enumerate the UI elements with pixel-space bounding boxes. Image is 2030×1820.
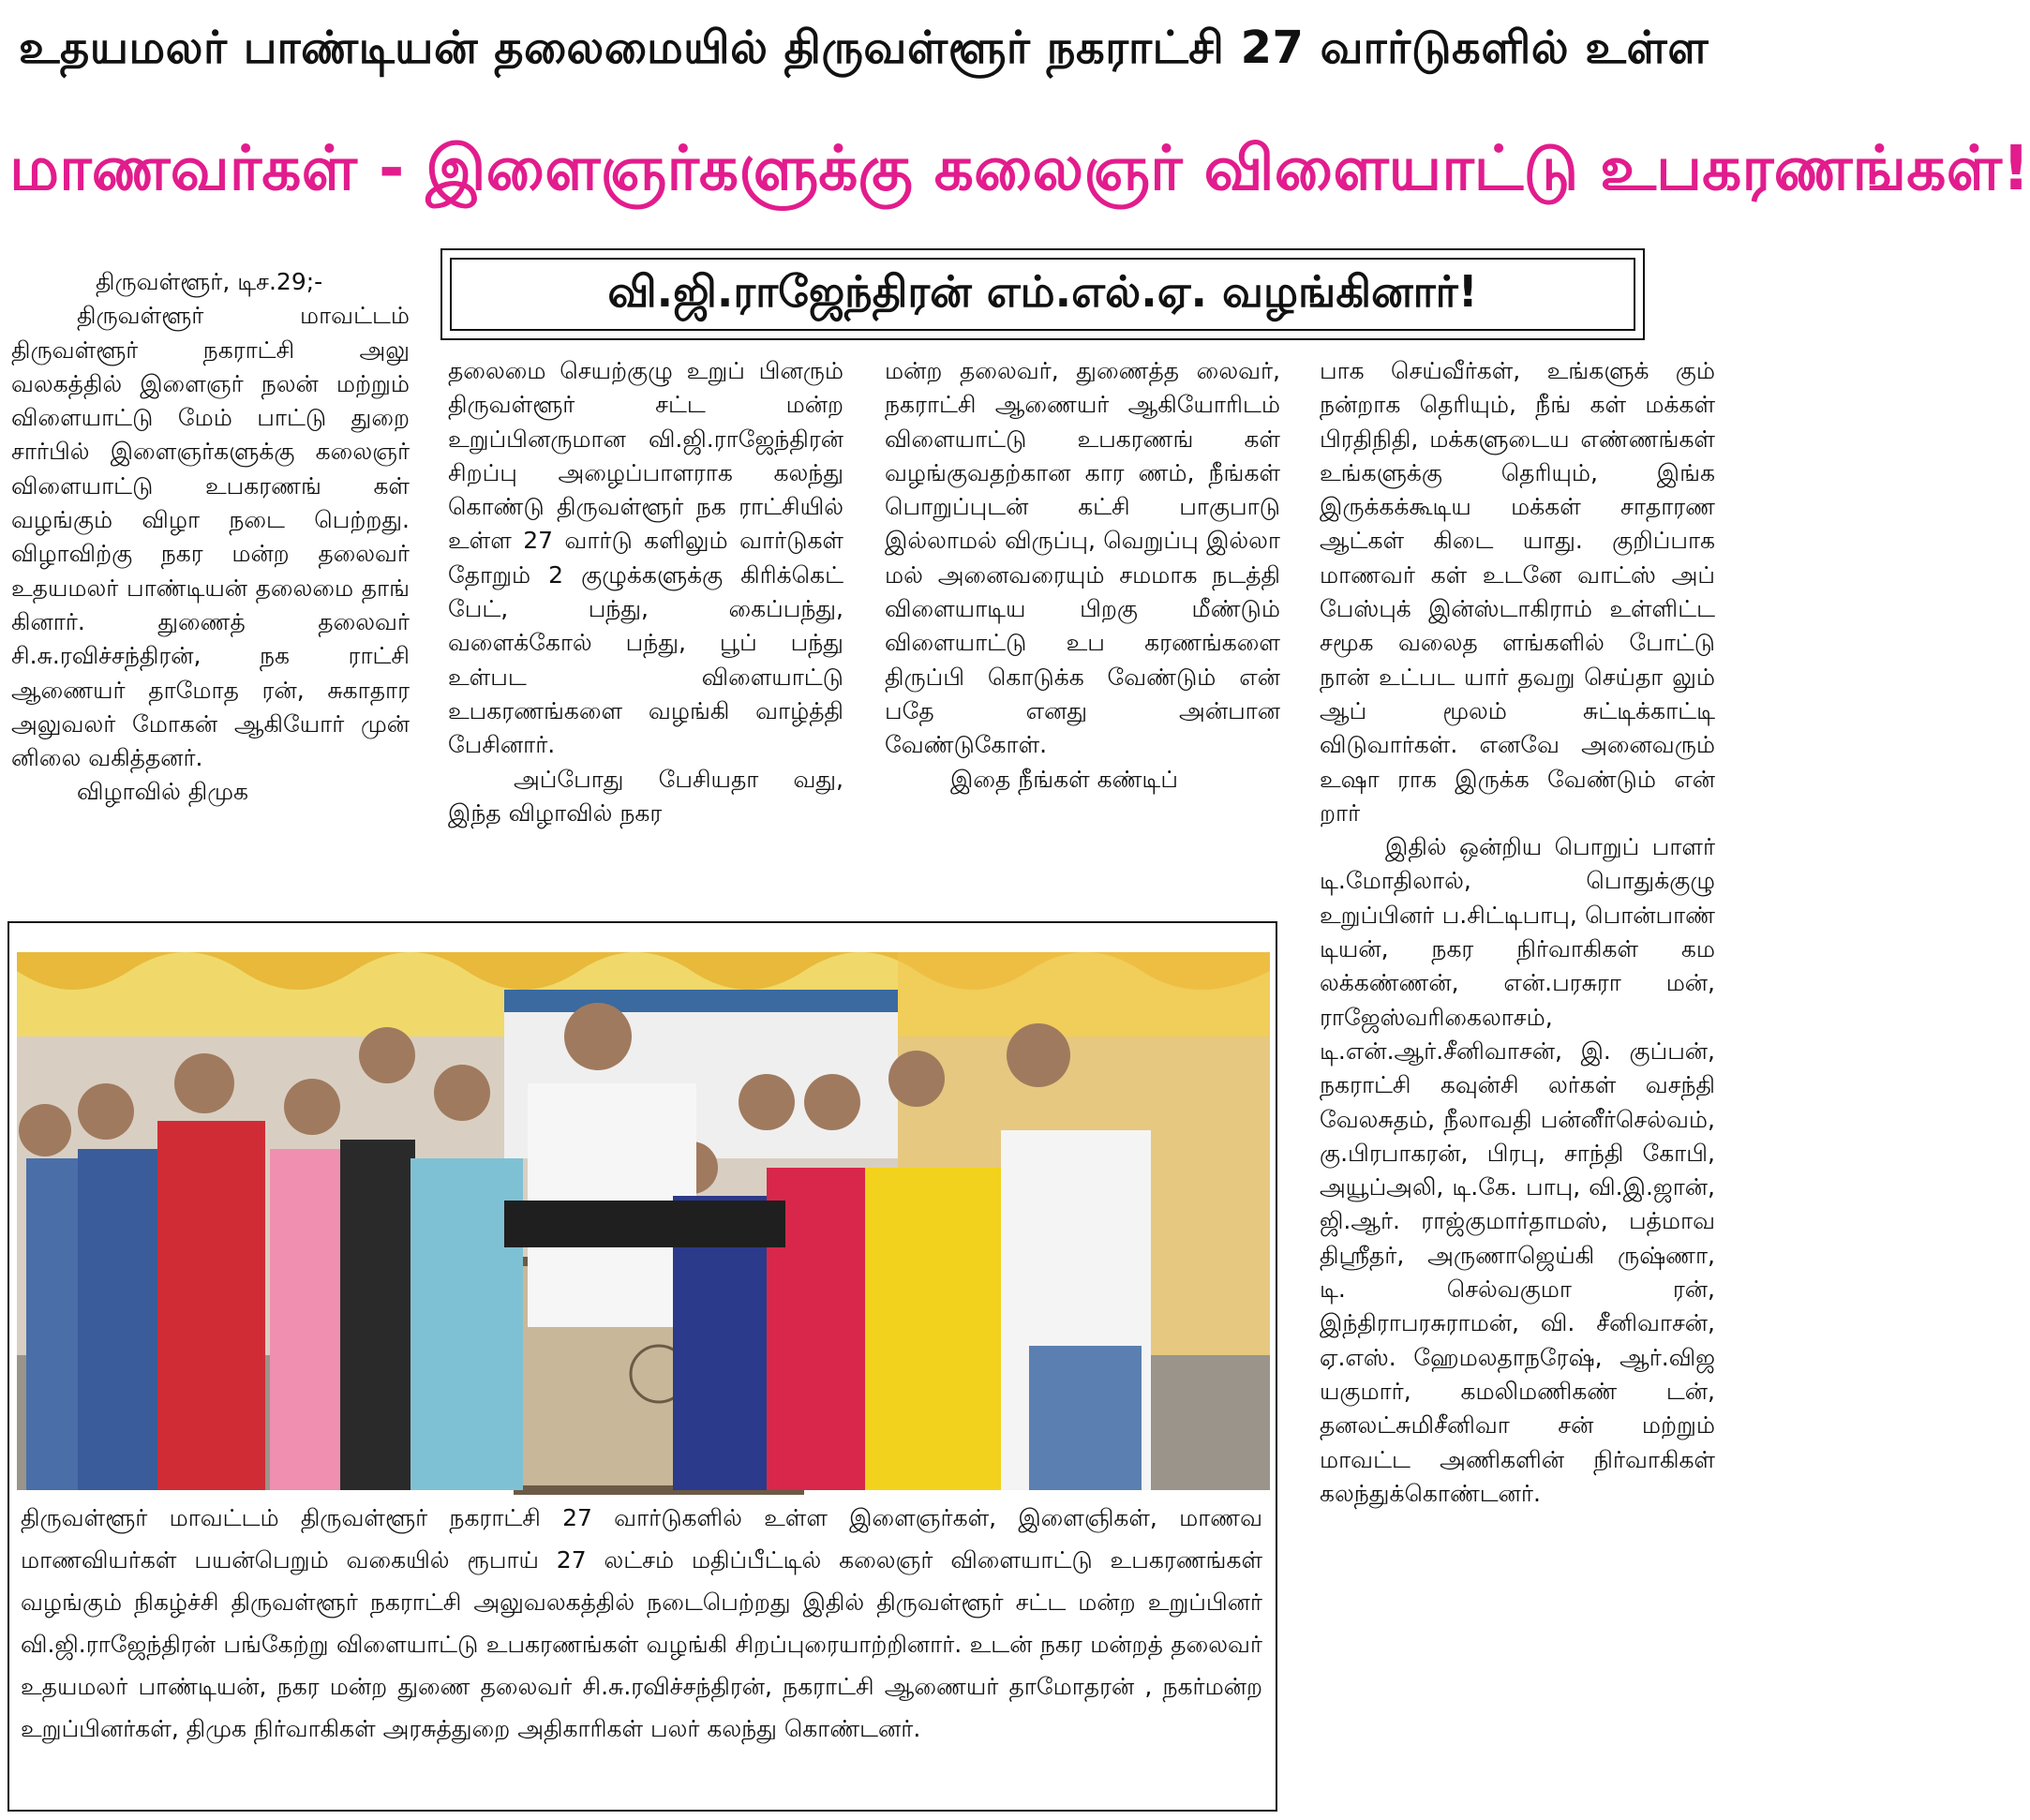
headline-top: உதயமலர் பாண்டியன் தலைமையில் திருவள்ளூர் நகராட்சி 27 வார்டுகளில் உள்ள <box>19 22 1709 74</box>
subheadline: வி.ஜி.ராஜேந்திரன் எம்.எல்.ஏ. வழங்கினார்! <box>450 258 1635 331</box>
photo-caption: திருவள்ளூர் மாவட்டம் திருவள்ளூர் நகராட்சி 27 வார்டுகளில் உள்ள இளைஞர்கள், இளைஞிகள், மாணவ மாணவியர்கள் பயன்பெறும் வகையில் ரூபாய் 27 லட்சம் மதிப்பீட்டில் கலைஞர் விளையாட்டு உபகரணங்கள் வழங்கும் நிகழ்ச்சி திருவள்ளூர் நகராட்சி அலுவலகத்தில் நடைபெற்றது இதில் திருவள்ளூர் சட்ட மன்ற உறுப்பினர் வி.ஜி.ராஜேந்திரன் பங்கேற்று விளையாட்டு உபகரணங்கள் வழங்கி சிறப்புரையாற்றினார். உடன் நகர மன்றத் தலைவர் உதயமலர் பாண்டியன், நகர மன்ற துணை தலைவர் சி.சு.ரவிச்சந்திரன், நகராட்சி ஆணையர் தாமோதரன் , நகர்மன்ற உறுப்பினர்கள், திமுக நிர்வாகிகள் அரசுத்துறை அதிகாரிகள் பலர் கலந்து கொண்டனர். <box>21 1504 1262 1742</box>
event-photo <box>17 952 1270 1490</box>
article-paragraph: அப்போது பேசியதா வது, இந்த விழாவில் நகர <box>448 765 843 827</box>
article-paragraph: திருவள்ளூர் மாவட்டம் திருவள்ளூர் நகராட்சி அலு வலகத்தில் இளைஞர் நலன் மற்றும் விளையாட்டு மேம் பாட்டு துறை சார்பில் இளைஞர்களுக்கு கலைஞர் விளையாட்டு உபகரணங் கள் வழங்கும் விழா நடை பெற்றது. விழாவிற்கு நகர மன்ற தலைவர் உதயமலர் பாண்டியன் தலைமை தாங் கினார். துணைத் தலைவர் சி.சு.ரவிச்சந்திரன், நக ராட்சி ஆணையர் தாமோத ரன், சுகாதார அலுவலர் மோகன் ஆகியோர் முன் னிலை வகித்தனர். <box>11 302 410 772</box>
article-column-2 <box>448 354 843 898</box>
article-column-3 <box>885 354 1280 898</box>
subheadline-box <box>440 248 1645 340</box>
dateline: திருவள்ளூர், டிச.29;- <box>96 268 323 295</box>
headline-main: மாணவர்கள் - இளைஞர்களுக்கு கலைஞர் விளையாட்டு உபகரணங்கள்! <box>9 132 2030 204</box>
article-column-1 <box>11 265 410 912</box>
article-paragraph: விழாவில் திமுக <box>77 778 248 806</box>
photo-box <box>7 921 1277 1812</box>
article-paragraph: தலைமை செயற்குழு உறுப் பினரும் திருவள்ளூர் சட்ட மன்ற உறுப்பினருமான வி.ஜி.ராஜேந்திரன் சிறப்பு அழைப்பாளராக கலந்து கொண்டு திருவள்ளூர் நக ராட்சியில் உள்ள 27 வார்டு களிலும் வார்டுகள் தோறும் 2 குழுக்களுக்கு கிரிக்கெட் பேட், பந்து, கைப்பந்து, வளைக்கோல் பந்து, பூப் பந்து உள்பட விளையாட்டு உபகரணங்களை வழங்கி வாழ்த்தி பேசினார். <box>448 357 843 759</box>
article-paragraph: மன்ற தலைவர், துணைத்த லைவர், நகராட்சி ஆணையர் ஆகியோரிடம் விளையாட்டு உபகரணங் கள் வழங்குவதற்கான கார ணம், நீங்கள் பொறுப்புடன் கட்சி பாகுபாடு இல்லாமல் விருப்பு, வெறுப்பு இல்லா மல் அனைவரையும் சமமாக நடத்தி விளையாடிய பிறகு மீண்டும் விளையாட்டு உப கரணங்களை திருப்பி கொடுக்க வேண்டும் என் பதே எனது அன்பான வேண்டுகோள். <box>885 357 1280 759</box>
article-paragraph: இதில் ஒன்றிய பொறுப் பாளர் டி.மோதிலால், பொதுக்குழு உறுப்பினர் ப.சிட்டிபாபு, பொன்பாண் டியன், நகர நிர்வாகிகள் கம லக்கண்ணன், என்.பரசுரா மன், ராஜேஸ்வரிகைலாசம், டி.என்.ஆர்.சீனிவாசன், இ. குப்பன், நகராட்சி கவுன்சி லர்கள் வசந்தி வேலசுதம், நீலாவதி பன்னீர்செல்வம், கு.பிரபாகரன், பிரபு, சாந்தி கோபி, அயூப்அலி, டி.கே. பாபு, வி.இ.ஜான், ஜி.ஆர். ராஜ்குமார்தாமஸ், பத்மாவ திஸ்ரீதர், அருணாஜெய்கி ருஷ்ணா, டி. செல்வகுமா ரன், இந்திராபரசுராமன், வி. சீனிவாசன், ஏ.எஸ். ஹேமலதாநரேஷ், ஆர்.விஜ யகுமார், கமலிமணிகண் டன், தனலட்சுமிசீனிவா சன் மற்றும் மாவட்ட அணிகளின் நிர்வாகிகள் கலந்துக்கொண்டனர். <box>1320 833 1715 1507</box>
article-paragraph: பாக செய்வீர்கள், உங்களுக் கும் நன்றாக தெரியும், நீங் கள் மக்கள் பிரதிநிதி, மக்களுடைய எண்ணங்கள் உங்களுக்கு தெரியும், இங்க இருக்கக்கூடிய மக்கள் சாதாரண ஆட்கள் கிடை யாது. குறிப்பாக மாணவர் கள் உடனே வாட்ஸ் அப் பேஸ்புக் இன்ஸ்டாகிராம் உள்ளிட்ட சமூக வலைத ளங்களில் போட்டு நான் உட்பட யார் தவறு செய்தா லும் ஆப் மூலம் சுட்டிக்காட்டி விடுவார்கள். எனவே அனைவரும் உஷா ராக இருக்க வேண்டும் என் றார் <box>1320 357 1715 827</box>
article-column-4 <box>1320 354 1715 1807</box>
article-paragraph: இதை நீங்கள் கண்டிப் <box>950 765 1178 793</box>
